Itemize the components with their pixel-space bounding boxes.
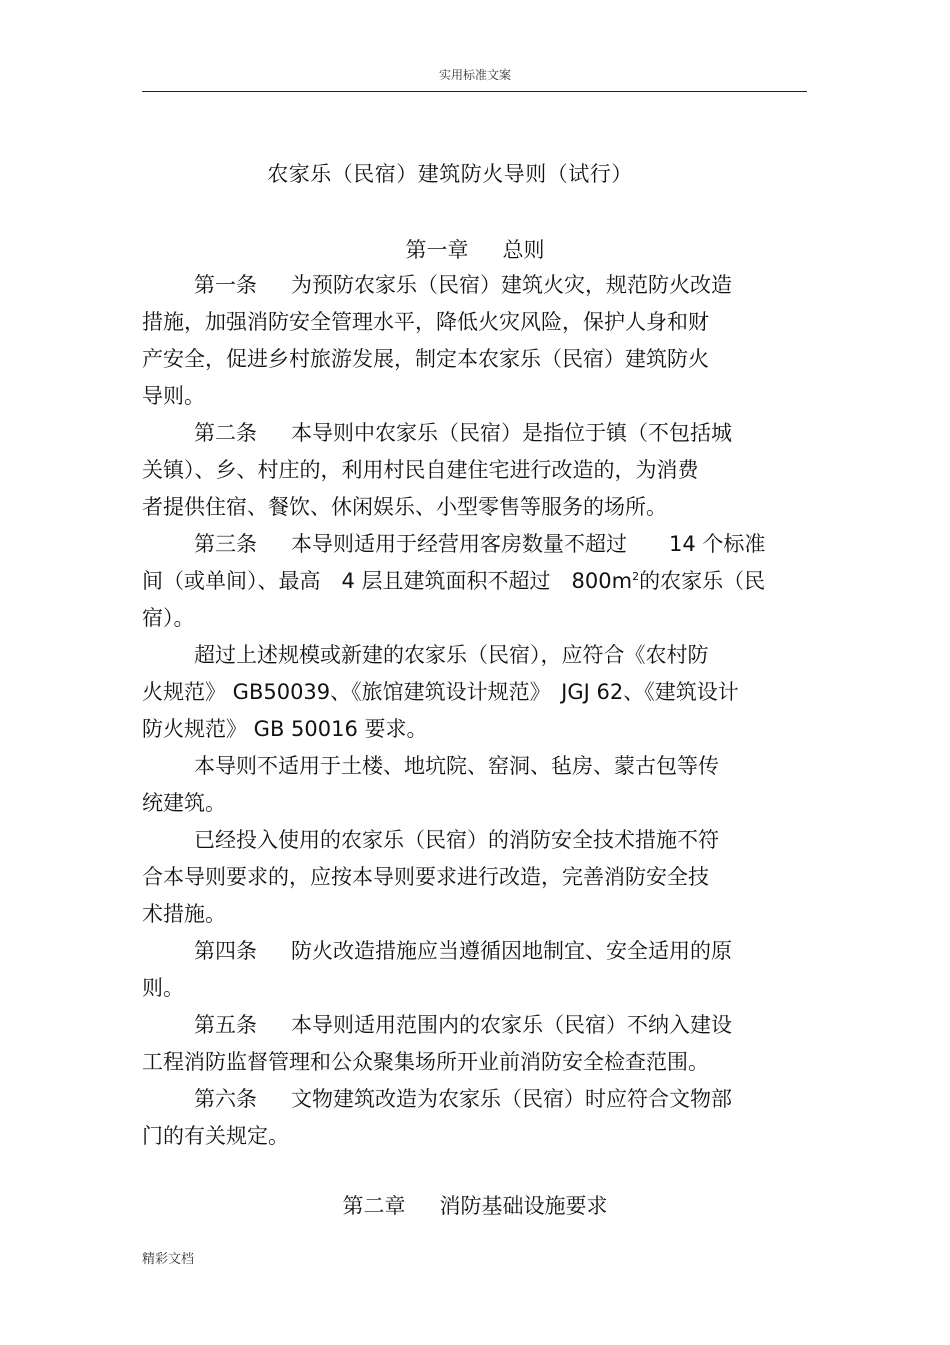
article-5-line-1: 第五条 本导则适用范围内的农家乐（民宿）不纳入建设 [194, 1013, 732, 1037]
article-3-line-2: 间（或单间）、最高 4 层且建筑面积不超过 $800m^2$的农家乐（民 [142, 569, 766, 593]
article-1-label: 第一条 [194, 273, 257, 297]
chapter-1-number: 第一章 [405, 238, 469, 262]
chapter-1-name: 总则 [502, 238, 545, 262]
article-4-line-1: 第四条 防火改造措施应当遵循因地制宜、安全适用的原 [194, 939, 732, 963]
header-rule [142, 91, 807, 92]
chapter-2-heading [0, 1190, 950, 1220]
article-6-line-2: 门的有关规定。 [142, 1124, 289, 1148]
article-6-line-1: 第六条 文物建筑改造为农家乐（民宿）时应符合文物部 [194, 1087, 732, 1111]
article-3-p2-line-1: 超过上述规模或新建的农家乐（民宿），应符合《农村防 [194, 643, 709, 667]
article-2-label: 第二条 [194, 421, 257, 445]
article-4-line-2: 则。 [142, 976, 184, 1000]
article-4-label: 第四条 [194, 939, 257, 963]
article-1-line-3: 产安全，促进乡村旅游发展，制定本农家乐（民宿）建筑防火 [142, 347, 709, 371]
chapter-2-name: 消防基础设施要求 [439, 1194, 608, 1218]
article-1-line-1: 第一条 为预防农家乐（民宿）建筑火灾，规范防火改造 [194, 273, 732, 297]
article-2-line-2: 关镇）、乡、村庄的，利用村民自建住宅进行改造的，为消费 [142, 458, 699, 482]
article-3-p4-line-1: 已经投入使用的农家乐（民宿）的消防安全技术措施不符 [194, 828, 719, 852]
chapter-2-number: 第二章 [342, 1194, 406, 1218]
article-3-p2-line-2: 火规范》 GB50039、《旅馆建筑设计规范》 JGJ 62、《建筑设计 [142, 680, 739, 704]
article-3-p3-line-1: 本导则不适用于土楼、地坑院、窑洞、毡房、蒙古包等传 [194, 754, 719, 778]
document-title: 农家乐（民宿）建筑防火导则（试行） [267, 162, 633, 186]
article-3-line-3: 宿）。 [142, 606, 195, 630]
article-3-p2-line-3: 防火规范》 GB 50016 要求。 [142, 717, 428, 741]
article-3-line-1: 第三条 本导则适用于经营用客房数量不超过 14 个标准 [194, 532, 766, 556]
article-5-label: 第五条 [194, 1013, 257, 1037]
article-1-line-2: 措施，加强消防安全管理水平，降低火灾风险，保护人身和财 [142, 310, 709, 334]
article-3-label: 第三条 [194, 532, 257, 556]
chapter-1-heading [0, 234, 950, 264]
page-footer: 精彩文档 [142, 1252, 195, 1267]
article-5-line-2: 工程消防监督管理和公众聚集场所开业前消防安全检查范围。 [142, 1050, 709, 1074]
article-1-line-4: 导则。 [142, 384, 205, 408]
article-3-p3-line-2: 统建筑。 [142, 791, 226, 815]
article-2-line-3: 者提供住宿、餐饮、休闲娱乐、小型零售等服务的场所。 [142, 495, 667, 519]
article-3-p4-line-3: 术措施。 [142, 902, 226, 926]
page-header: 实用标准文案 [438, 68, 511, 82]
article-6-label: 第六条 [194, 1087, 257, 1111]
superscript-2: 2 [632, 570, 640, 583]
article-2-line-1: 第二条 本导则中农家乐（民宿）是指位于镇（不包括城 [194, 421, 732, 445]
article-3-p4-line-2: 合本导则要求的，应按本导则要求进行改造，完善消防安全技 [142, 865, 709, 889]
